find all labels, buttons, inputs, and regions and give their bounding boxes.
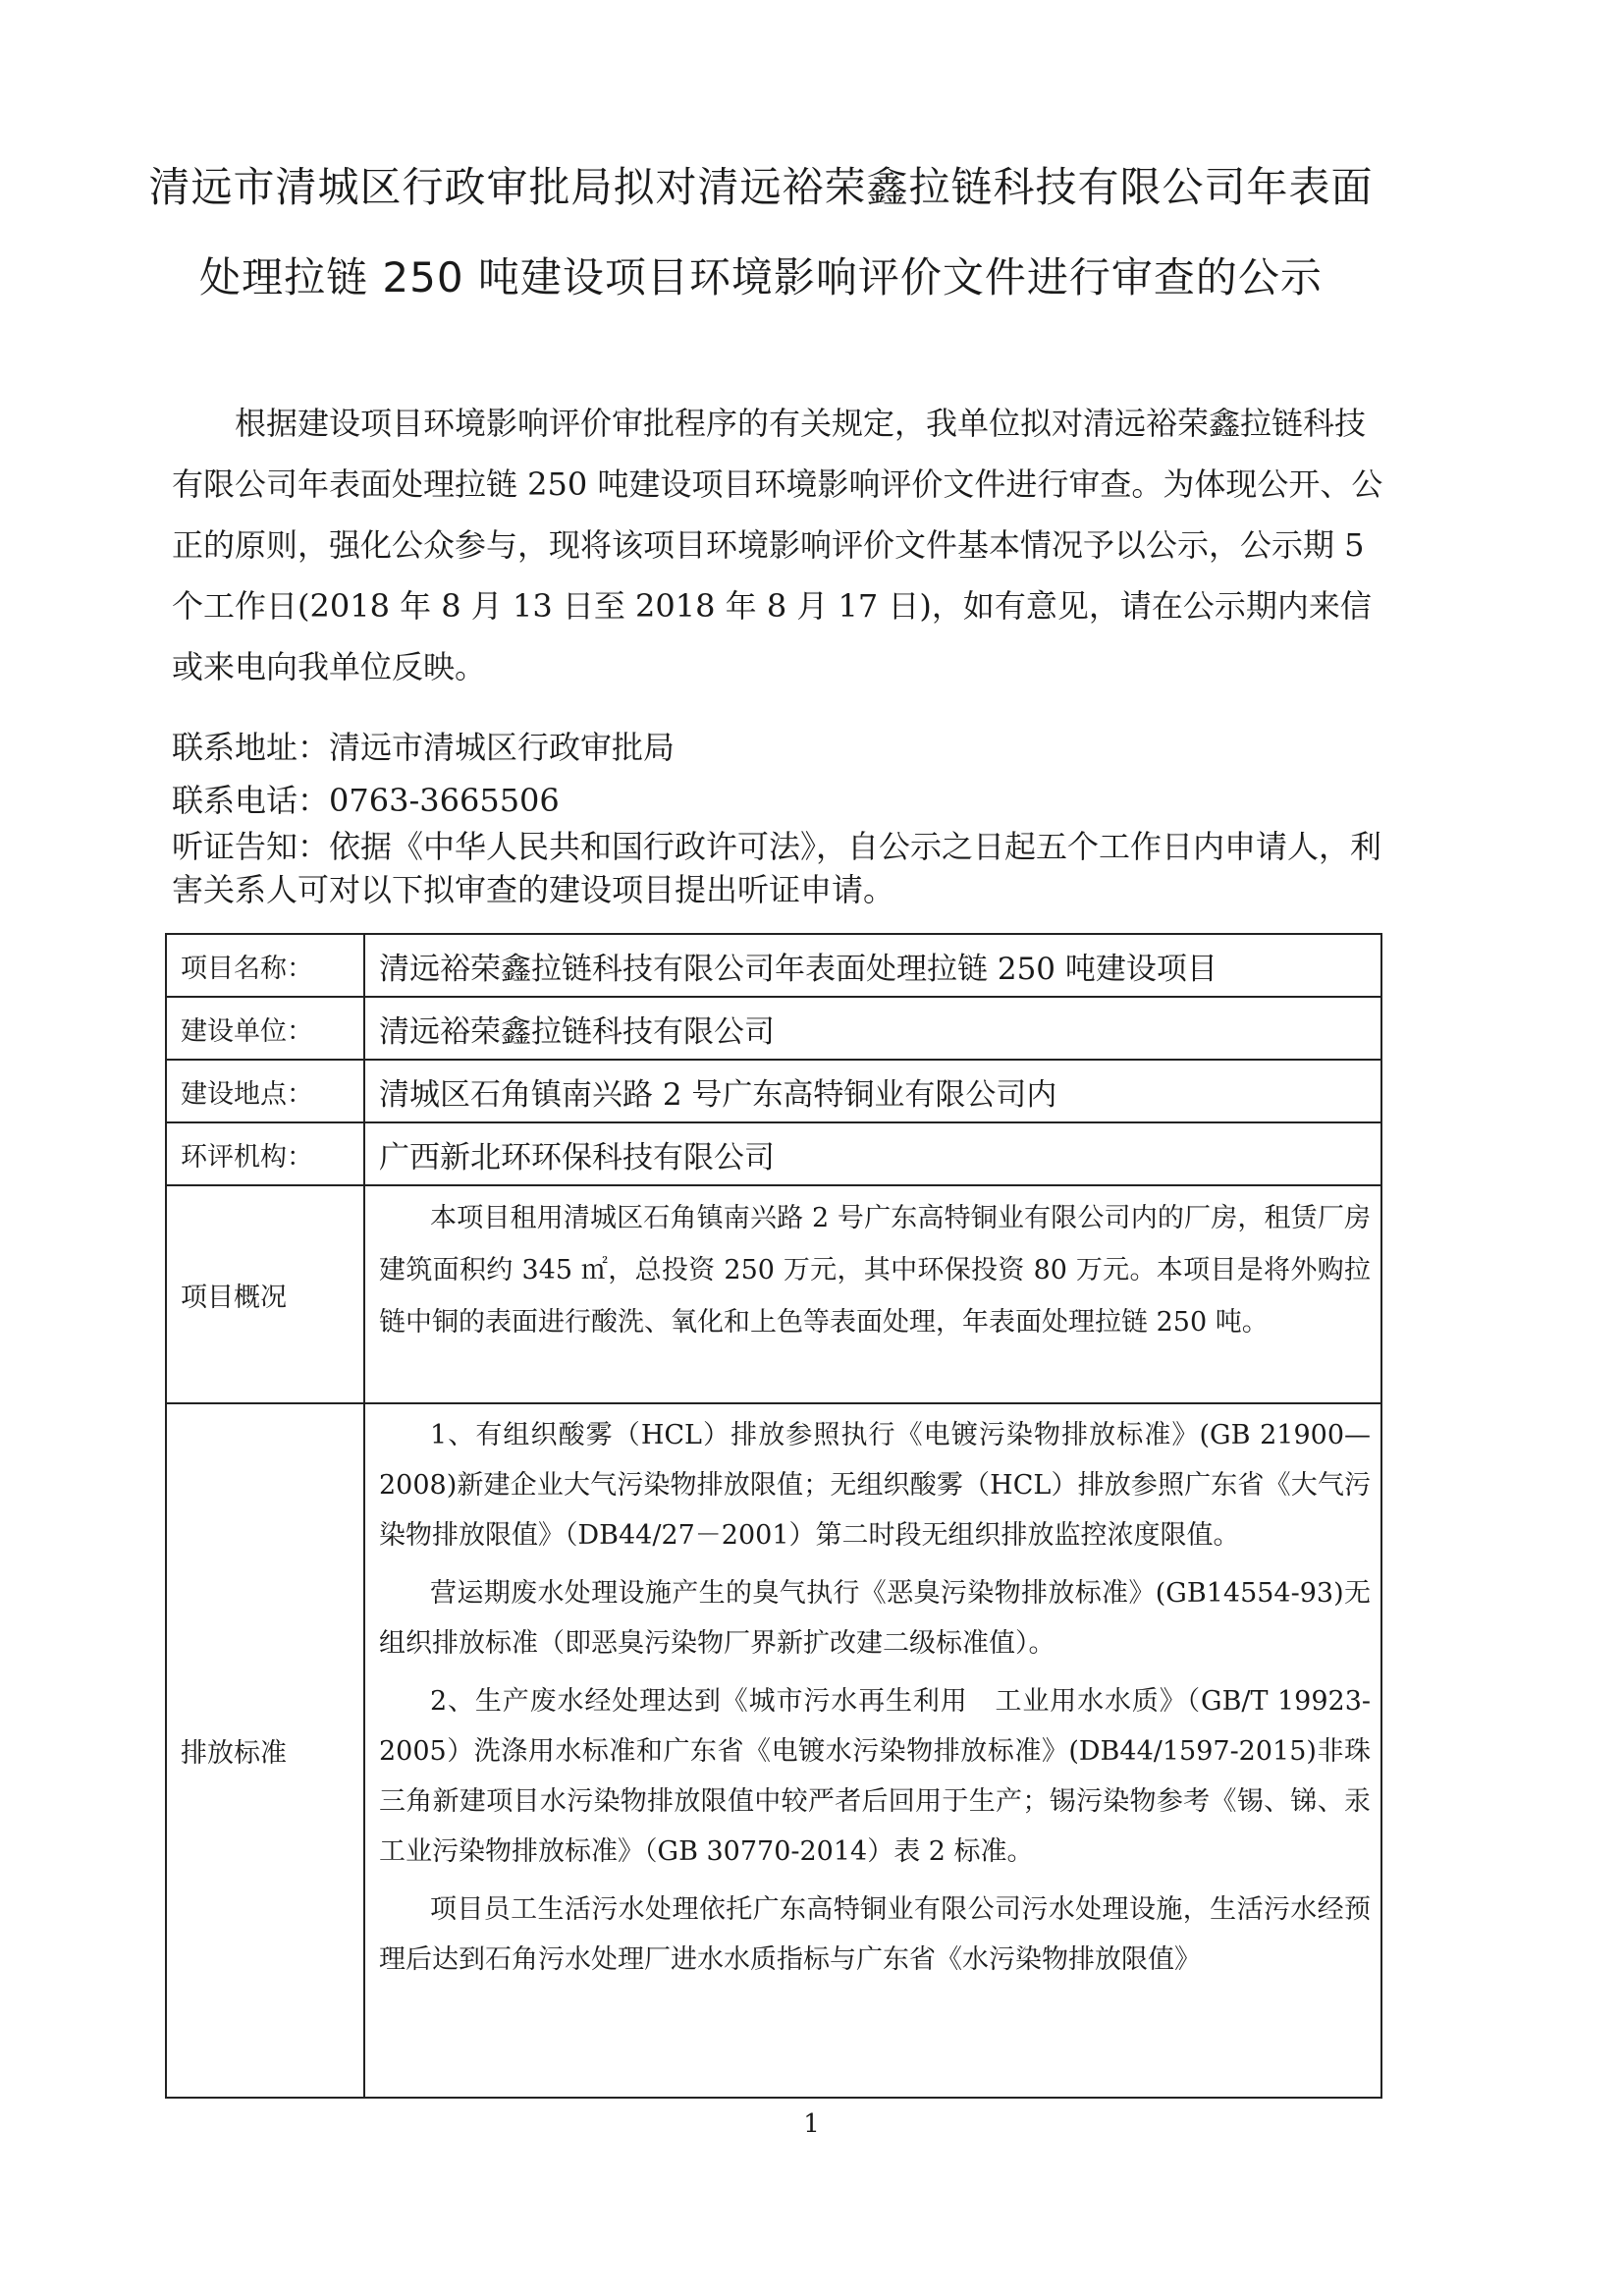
hearing-notice: 听证告知：依据《中华人民共和国行政许可法》，自公示之日起五个工作日内申请人，利害关系人可对以下拟审查的建设项目提出听证申请。 [172,828,1382,908]
standards-item: 2、生产废水经处理达到《城市污水再生利用 工业用水水质》（GB/T 19923-2005）洗涤用水标准和广东省《电镀水污染物排放标准》(DB44/1597-2015)非珠三角新建项目水污染物排放限值中较严者后回用于生产；锡污染物参考《锡、锑、汞工业污染物排放标准》（GB 30770-2014）表 2 标准。 [379,1686,1371,1867]
unit-label: 建设单位： [166,997,364,1060]
standards-item: 项目员工生活污水处理依托广东高特铜业有限公司污水处理设施，生活污水经预理后达到石角污水处理厂进水水质指标与广东省《水污染物排放限值》 [379,1894,1371,1975]
agency-value: 广西新北环环保科技有限公司 [364,1122,1381,1185]
project-name-value: 清远裕荣鑫拉链科技有限公司年表面处理拉链 250 吨建设项目 [364,934,1381,997]
standards-cell [364,1403,1381,2098]
standards-item: 营运期废水处理设施产生的臭气执行《恶臭污染物排放标准》(GB14554-93)无组织排放标准（即恶臭污染物厂界新扩改建二级标准值）。 [379,1578,1371,1659]
table-row [166,1185,1381,1403]
project-info-table [165,933,1382,2099]
overview-label: 项目概况 [166,1185,364,1403]
location-value: 清城区石角镇南兴路 2 号广东高特铜业有限公司内 [364,1060,1381,1122]
title-line-1: 清远市清城区行政审批局拟对清远裕荣鑫拉链科技有限公司年表面 [148,163,1374,211]
page-number: 1 [803,2109,820,2139]
standards-label: 排放标准 [166,1403,364,2098]
agency-label: 环评机构： [166,1122,364,1185]
standards-item: 1、有组织酸雾（HCL）排放参照执行《电镀污染物排放标准》(GB 21900—2008)新建企业大气污染物排放限值；无组织酸雾（HCL）排放参照广东省《大气污染物排放限值》（DB44/27－2001）第二时段无组织排放监控浓度限值。 [379,1420,1371,1551]
table-row [166,997,1381,1060]
intro-paragraph: 根据建设项目环境影响评价审批程序的有关规定，我单位拟对清远裕荣鑫拉链科技有限公司年表面处理拉链 250 吨建设项目环境影响评价文件进行审查。为体现公开、公正的原则，强化公众参与，现将该项目环境影响评价文件基本情况予以公示，公示期 5 个工作日(2018 年 8 月 13 日至 2018 年 8 月 17 日)，如有意见，请在公示期内来信或来电向我单位反映。 [172,405,1383,685]
table-row [166,1060,1381,1122]
title-line-2: 处理拉链 250 吨建设项目环境影响评价文件进行审查的公示 [199,253,1323,301]
project-name-label: 项目名称： [166,934,364,997]
contact-phone: 联系电话：0763-3665506 [172,782,560,819]
contact-address: 联系地址：清远市清城区行政审批局 [172,729,676,766]
table-row [166,934,1381,997]
table-row [166,1122,1381,1185]
intro-section [172,393,1389,697]
overview-cell [364,1185,1381,1403]
location-label: 建设地点： [166,1060,364,1122]
overview-text: 本项目租用清城区石角镇南兴路 2 号广东高特铜业有限公司内的厂房，租赁厂房建筑面积约 345 ㎡，总投资 250 万元，其中环保投资 80 万元。本项目是将外购拉链中铜的表面进行酸洗、氧化和上色等表面处理，年表面处理拉链 250 吨。 [379,1203,1371,1338]
unit-value: 清远裕荣鑫拉链科技有限公司 [364,997,1381,1060]
table-row [166,1403,1381,2098]
